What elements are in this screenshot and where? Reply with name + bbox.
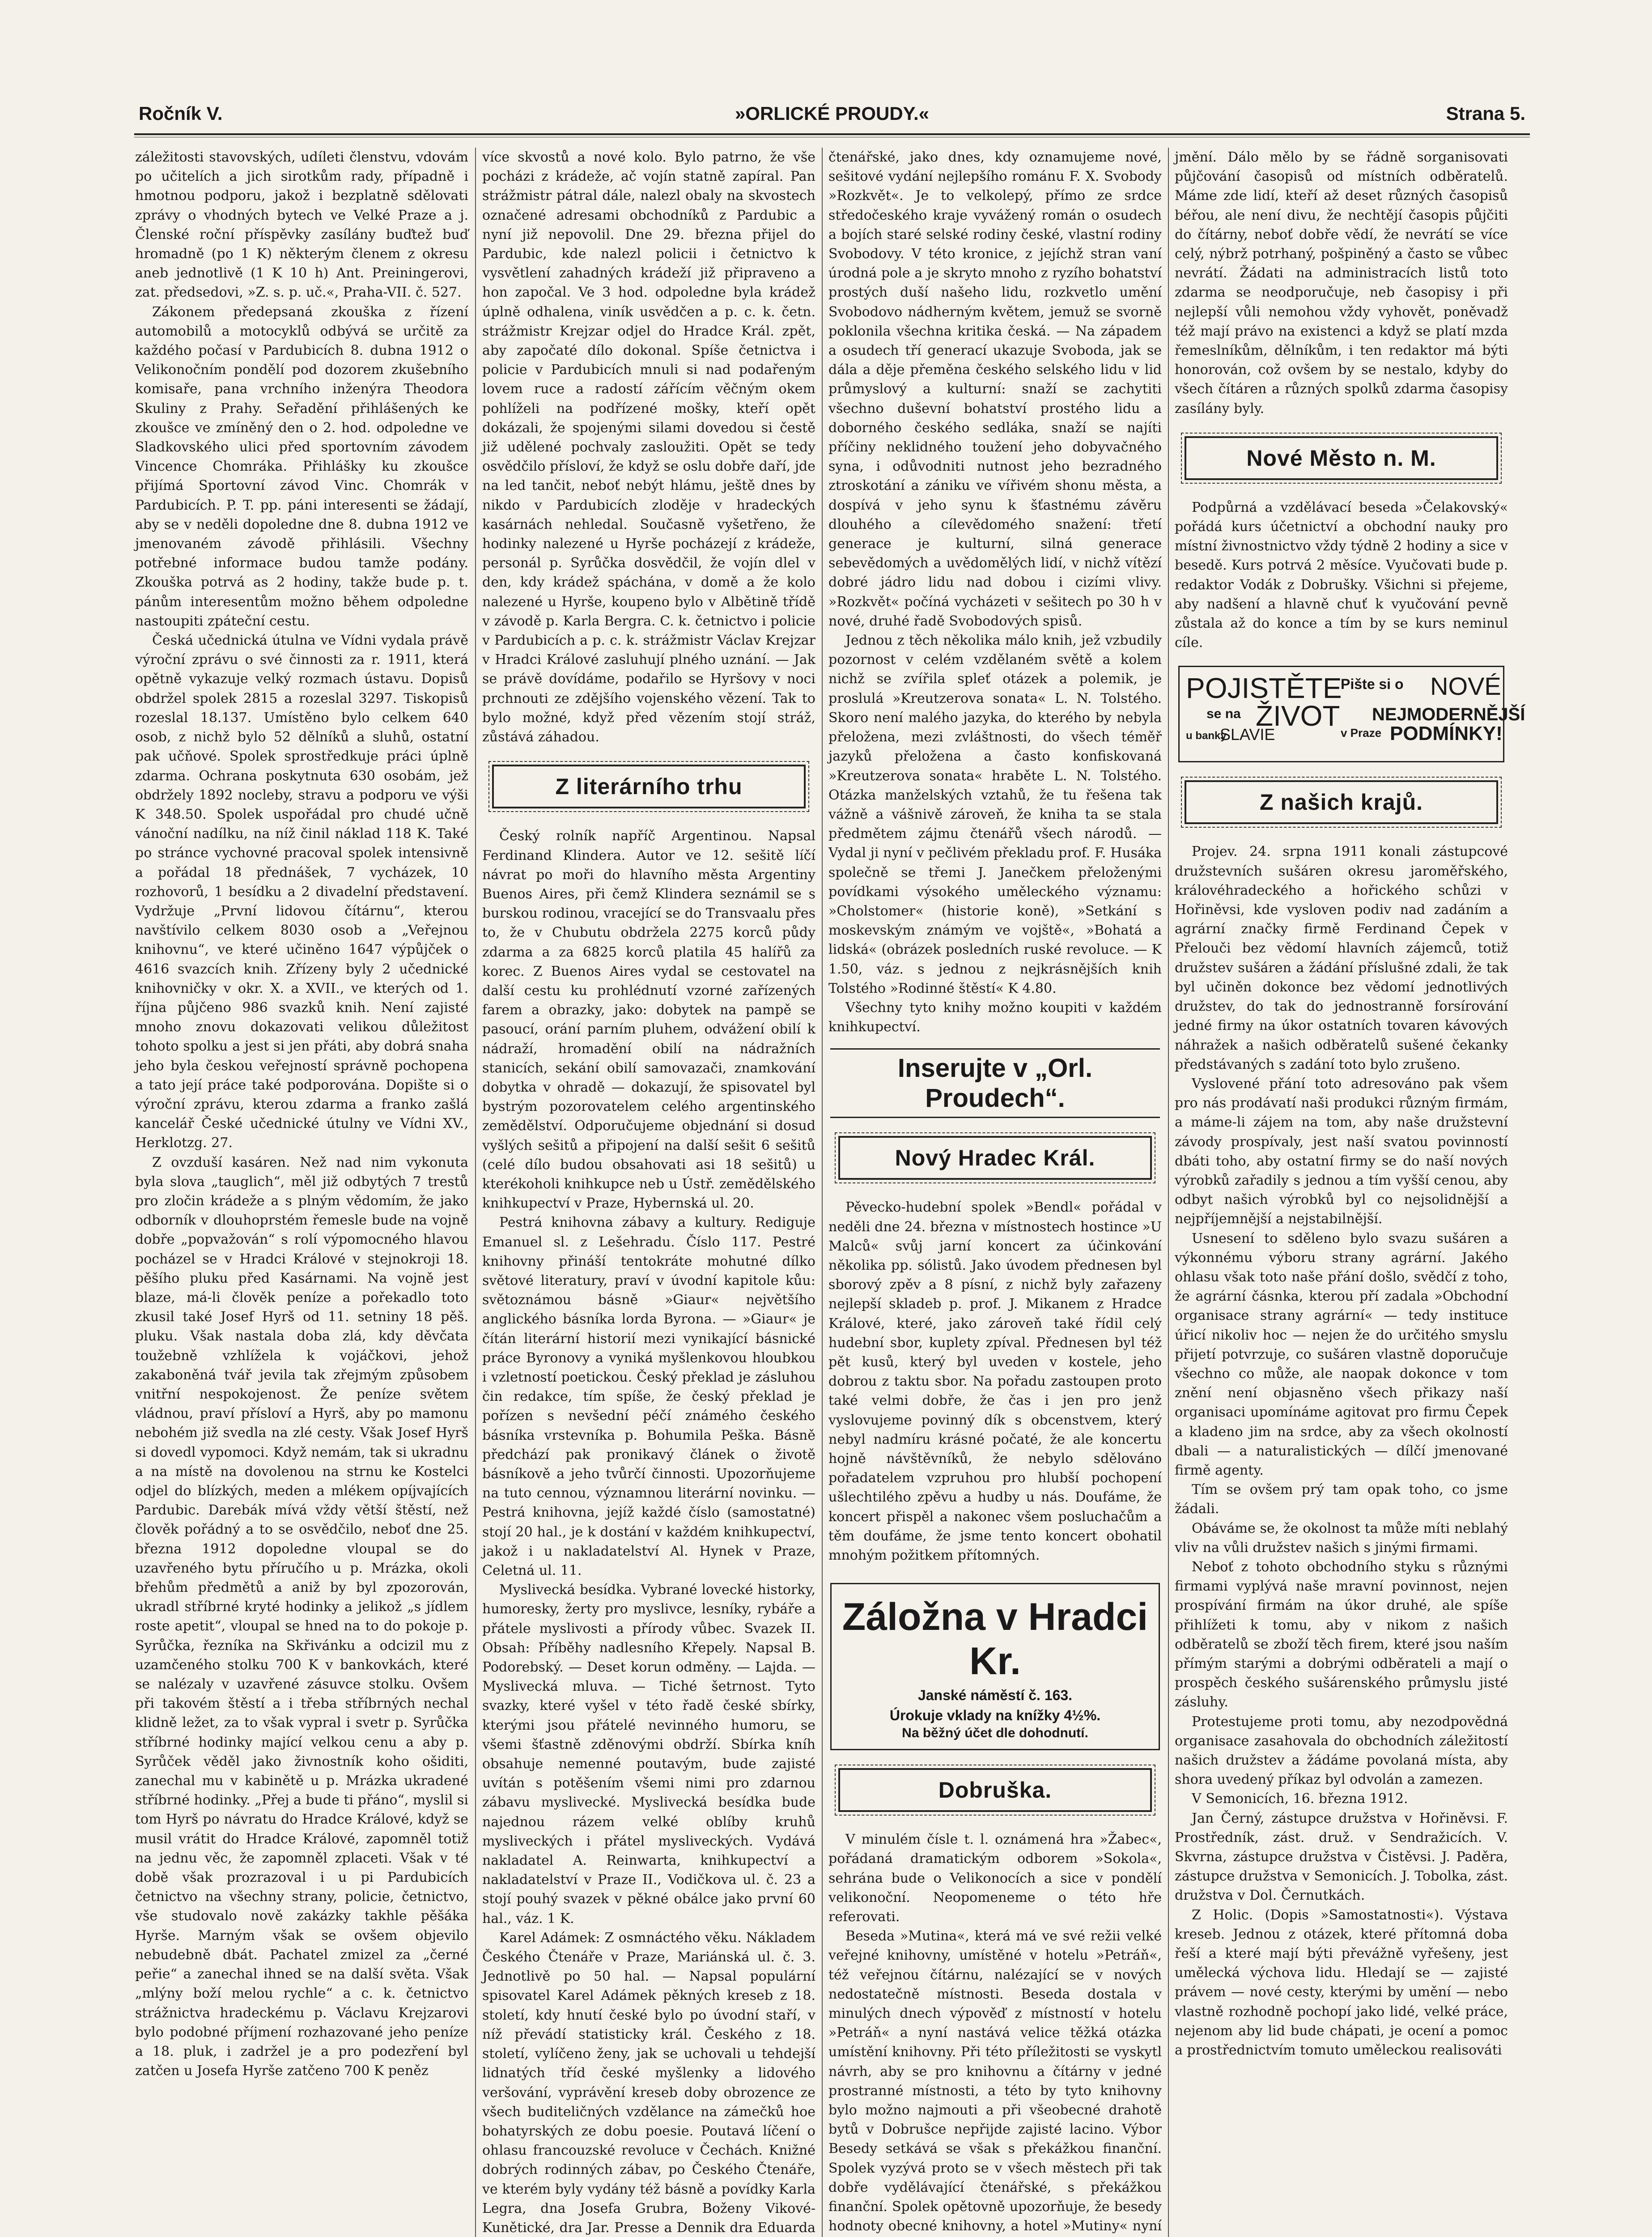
- article-text: Obáváme se, že okolnost ta může míti neblahý vliv na vůli družstev našich s jinými firmami.: [1175, 1520, 1508, 1556]
- article-text: jmění. Dálo mělo by se řádně sorganisovati půjčování časopisů od místních odběratelů. Máme zde lidí, kteří až deset různých časopisů béřou, ale není divu, že nechtějí časopis půjčiti do čítárny, neboť dobře vědí, že nevrátí se více celý, nýbrž potrhaný, pošpiněný a často se vůbec nevrátí. Žádati na administracích listů toto zdarma se neodporučuje, neb časopisy i při nejlepší vůli nemohou vždy vyhovět, poněvadž též mají právo na existenci a když se platí mzda řemeslníkům, dělníkům, i ten redaktor má býti honorován, což ovšem by se nestalo, kdyby do všech čítáren a různých spolků zdarma časopisy zasílány byly.: [1175, 149, 1508, 417]
- article-text: Všechny tyto knihy možno koupiti v každém knihkupectví.: [828, 999, 1162, 1035]
- section-heading-nove-mesto: Nové Město n. M.: [1185, 436, 1498, 480]
- article-text: záležitosti stavovských, udíleti členstvu, vdovám po učitelích a jich sirotkům rady, případně i hmotnou podporu, jakož i bezplatně sdělovati zprávy o vhodných bytech ve Velké Praze a j. Členské roční příspěvky zasílány buďtež buď hromadně (po 1 K) některým členem z okresu aneb jednotlivě (1 K 10 h) Ant. Preiningerovi, zat. předsedovi, »Z. s. p. uč.«, Praha-VII. č. 527.: [135, 149, 468, 301]
- header-rule: [134, 133, 1530, 135]
- article-karel-adamek: Karel Adámek: Z osmnáctého věku. Nákladem Českého Čtenáře v Praze, Mariánská ul. č. 3. Jednotlivě po 50 hal. — Napsal populární spisovatel Karel Adámek pěkných kreseb z 18. století, kdy hnutí české bylo po úvodní staří, v níž převádí statisticky král. Českého z 18. století, vylíčeno ženy, jak se uchovali u tehdejší lidnatých tříd české myšlenky a lidového veršování, vyprávění kreseb doby obrozence ze všech buditeličných vzdělance na zámečků hoe bohatyrských ze dobu poesie. Poutavá líčení o ohlasu francouzské revoluce v Čechách. Knižné dobrých rodinných zábav, po Českého Čtenáře, ve kterém byly vydány též básně a povídky Karla Legra, dna Josefa Grubra, Boženy Vikové-Kunětické, dra Jar. Presse a Dennik dra Eduarda: [482, 1930, 815, 2236]
- advert-address: Janské náměstí č. 163.: [917, 1687, 1073, 1704]
- article-myslivecka-besidka: Myslivecká besídka. Vybrané lovecké historky, humoresky, žerty pro myslivce, lesníky, rybáře a přátele myslivosti a přírody vůbec. Svazek II. Obsah: Příběhy nadlesního Křepely. Napsal B. Podorebský. — Deset korun odměny. — Lajda. — Myslivecká mluva. — Tiché šetrnost. Tyto svazky, které vyšel v této řadě české sbírky, kterými jsou přátelé nevinného humoru, se všemi šťastně zděnovými obdrží. Sbírka kníh obsahuje nemenné poutavým, bude zajisté uvítán s potěšením všemi nimi pro zdarnou zábavu myslivecké. Myslivecká besídka bude najednou rázem velké oblíby kruhů mysliveckých i přátel mysliveckých. Vydává nakladatel A. Reinwarta, knihkupectví a nakladatelství v Praze II., Vodičkova ul. č. 23 a stojí pouhý svazek v pěkné obálce jako první 60 hal., váz. 1 K.: [482, 1582, 815, 1927]
- volume-label: Ročník V.: [139, 103, 223, 124]
- advert-word: se na: [1206, 706, 1241, 722]
- article-signatures: Jan Černý, zástupce družstva v Hořiněvsi. F. Prostředník, zást. druž. v Sendražicích. V. Skvrna, zástupce družstva v Čistěvsi. J. Paděra, zástupce družstva v Semonicích. J. Tobolka, zást. družstva v Dol. Černutkách.: [1175, 1810, 1508, 1904]
- article-barracks: Z ovzduší kasáren. Než nad nim vykonuta byla slova „tauglich“, měl již odbytých 7 trestů pro zločin krádeže a s plným vědomím, že jako odborník v dlouhoprstém řemesle bude na vojně dobře „popvažován“ s rolí výpomocného hlavou pocházel se v Hradci Králové v stejnokroji 18. pěšího pluku před Kasárnami. Na vojně jest blaze, má-li člověk peníze a pořekadlo toto zkusil také Josef Hyrš od 11. setniny 18 pěš. pluku. Však nastala doba zlá, kdy děvčata toužebně vzhlížela k vojáčkovi, jehož zakaboněná tvář jevila tak zřejmým způsobem vnitřní nespokojenost. Že peníze světem vládnou, praví přísloví a Hyrš, aby po mamonu nebohém již svedla na zlé cesty. Však Josef Hyrš si dovedl vypomoci. Když nemám, tak si ukradnu a na místě na dovolenou na strnu ke Kostelci odjel do blízkých, meden a mlékem opíjvajících Pardubic. Darebák mívá vždy větší štěstí, než člověk pořádný a to se osvědčilo, neboť dne 25. března 1912 dopoledne vloupal se do uzavřeného bytu příručího u p. Mrázka, okoli břehům předmětů a aniž by byl zpozorován, ukradl stříbrné kryté hodinky a jelikož „s jídlem roste apetit“, vloupal se hned na to do pokoje p. Syrůčka, řezníka na Skřivánku a odcizil mu z uzamčeného stolku 700 K v bankovkách, které se nalézaly v uzavřené zásuvce stolku. Ovšem při takovém štěstí a i třeba stříbrných nechal klidně ležet, za to však vypral i svetr p. Syrůčka stříbrné hodinky mající velkou cenu a aby p. Syrůček věděl jako živnostník koho ošiditi, zanechal mu v kabinětě u p. Mrázka ukradené stříbrné hodinky. „Přej a bude ti přáno“, myslil si tom Hyrš po návratu do Hradce Králové, když se musil vrátit do Hradce Králové, zapomněl totiž na jednu věc, že zapomněl zplaceti. Však v té době však prozrazoval i u pi Pardubicích četnictvo na všechny strany, policie, četnictvo, vše studovalo nově zakázky takhle pěšáka Hyrše. Marným však se ovšem objevilo nebudebně dbát. Pachatel zmizel za „černé peřie“ a zanechal ihned se na další světa. Však „mlýny boží melou rychle“ a c. k. četnictvo strážnictva hradeckému p. Václavu Krejzarovi bylo podobné příjmení rozhazované jeho peníze a 18. pluk, i zadržel je a pro podezření byl zatčen u Josefa Hyrše zatčeno 700 K peněz: [135, 1154, 468, 2079]
- article-apprentice-shelter: Česká učednická útulna ve Vídni vydala právě výroční zprávu o své činnosti za r. 1911, která opětně vykazuje velký rozmach ústavu. Dopisů obdržel spolek 2815 a rozeslal 3297. Tiskopisů rozeslal 18.137. Umístěno bylo celkem 640 osob, z nichž bylo 52 dělníků a sluhů, ostatní pak učňové. Spolek sprostředkuje práci úplně zdarma. Ochrana poskytnuta 630 osobám, jež obdržely 1892 nocleby, stravu a podporu ve výši K 348.50. Spolek uspořádal pro chudé učně vánoční nadílku, na níž činil náklad 118 K. Také po stránce vychovné pracoval spolek intensivně a pořádal 18 přednášek, 7 vycházek, 10 rozhovorů, 1 besídku a 2 divadelní představení. Vydržuje „První lidovou čítárnu“, kterou navštívilo celkem 8030 osob a „Veřejnou knihovnu“, ve které učiněno 1647 výpůjček o 4616 svazcích knih. Zřízeny byly 2 učednické knihovničky v okr. X. a XVII., ve kterých od 1. října půjčeno 986 svazků knih. Není zajisté mnoho znovu dokazovati velikou důležitost tohoto spolku a jest si jen přáti, aby dobrá snaha jeho byla českou veřejností správně pochopena a tato její práce také podporována. Dopište si o výroční zprávu, kterou zdarma a franko zašlá kancelář České učednické útulny ve Vídni XV., Herklotzg. 27.: [135, 633, 468, 1151]
- advert-slavie: [1178, 666, 1525, 762]
- column-divider: [1168, 148, 1169, 2237]
- advert-title: Záložna v Hradci Kr.: [842, 1595, 1148, 1683]
- article-kreutzer-sonata: Jednou z těch několika málo knih, jež vzbudily pozornost v celém vzdělaném světě a kolem nichž se zvířila spleť otázek a polemik, je proslulá »Kreutzerova sonata« L. N. Tolstého. Skoro není malého jazyka, do kterého by nebyla přeložena, mezi zvláštnosti, do všech téměř jazyků přeložena a často konfiskovaná »Kreutzerova sonata« hraběte L. N. Tolstého. Otázka manželských vztahů, že tu řešena tak vážně a vášnivě zároveň, že kniha ta se stala předmětem zájmu čtenářů všech národů. — Vydal ji nyní v pečlivém překladu prof. F. Husáka společně se třemi J. Janečkem přeloženými povídkami výsokého uměleckého významu: »Cholstomer« (historie koně), »Setkání s moskevským známým ve vojště«, »Bohatá a lidská« (obrázek posledních ruské revoluce. — K 1.50, váz. s jednou z nejkrásnějších knih Tolstého »Rodinné štěstí« K 4.80.: [828, 633, 1162, 996]
- article-pestra-knihovna: Pestrá knihovna zábavy a kultury. Rediguje Emanuel sl. z Lešehradu. Číslo 117. Pestré knihovny přináší tentokráte mohutné dílko světové literatury, praví v úvodní kapitole kůu: světoznámou básně »Giaur« největšího anglického básníka lorda Byrona. — »Giaur« je čítán literární historií mezi vynikající básnické práce Byronovy a vyniká myšlenkovou hloubkou i vzletností poetickou. Český překlad je zásluhou čin redakce, tím spíše, že český překlad je pořízen s nevšední péčí známého českého básníka vrstevníka p. Bohumila Peška. Básně předchází pak pronikavý článek o životě básníkově a jeho tvůrčí činnosti. Upozorňujeme na tuto cennou, významnou literární novinku. — Pestrá knihovna, jejíž každé číslo (samostatné) stojí 20 hal., je k dostání v každém knihkupectví, jakož i u nakladatelství Al. Hynek v Praze, Celetná ul. 11.: [482, 1215, 815, 1579]
- advert-word: Pište si o: [1341, 676, 1404, 693]
- advert-word: PODMÍNKY!: [1390, 723, 1503, 745]
- article-text: Tím se ovšem prý tam opak toho, co jsme žádali.: [1175, 1482, 1508, 1517]
- article-holice: Z Holic. (Dopis »Samostatnosti«). Výstava kreseb. Jednou z otázek, které přítomná doba řeší a které mají býti převážně vyřešeny, jest umělecká výchova lidu. Hledají se — zajisté právem — nové cesty, kterými by umění — nebo vlastně rozhodně pochopí jako lidé, velké práce, nejenom aby lid bude chápati, je ocení a pomoc a prostřednictvím tomuto uměleckou realisováti: [1175, 1907, 1508, 2058]
- advert-line: Úrokuje vklady na knížky 4½%.: [889, 1707, 1101, 1724]
- article-text: více skvostů a nové kolo. Bylo patrno, že vše pocházi z krádeže, ač vojín statně zapíral. Pan strážmistr pátral dále, nalezl obaly na skvostech označené adresami obchodníků z Pardubic a nyní již nepovolil. Dne 29. března přijel do Pardubic, kde nalezl policii i četnictvo k vysvětlení zahadných krádeží již připraveno a hon započal. Ve 3 hod. odpoledne byla krádež úplně odhalena, viník usvědčen a p. c. k. četn. strážmistr Krejzar odjel do Hradce Král. zpět, aby započaté dílo dokonal. Spíše četnictva i policie v Pardubicích mnuli si nad podařeným lovem ruce a radostí zářícím věčným okem pohlíželi na podřízené mošky, kteří opět dokázali, že spojenými silami dovedou si čestě již udělené pochvaly zasloužiti. Opět se tedy osvědčilo přísloví, že když se oslu dobře daří, jde na led tančit, neboť nebýt hlámu, ještě dnes by nikdo v Pardubicích zloděje v hradeckých kasárnách nehledal. Současně vyšetřeno, že hodinky nalezené u Hyrše pocházejí z krádeže, personál p. Syrůčka dosvědčil, že vojín dlel v den, kdy krádež spáchána, v domě a že kolo nalezené u Hyrše, koupeno bylo v Albětině třídě v závodě p. Karla Bergra. C. k. četnictvo i policie v Pardubicích a p. c. k. strážmistr Václav Krejzar v Hradci Králové zasluhují plného uznání. — Jak se právě dovídáme, podařilo se Hyršovy v noci prchnouti ze zdějšího vojenského vězení. Tak to bylo možné, když před vězením stojí stráž, zůstává záhadou.: [482, 149, 815, 745]
- article-automobile-exam: Zákonem předepsaná zkouška z řízení automobilů a motocyklů odbývá se určitě za každého počasí v Pardubicích 8. dubna 1912 o Velikonočním pondělí pod dozorem zkušebního komisaře, pana vrchního inženýra Theodora Skuliny z Prahy. Seřadění přihlášených ke zkoušce ve zmíněný den o 2. hod. odpoledne ve Sladkovského ulici před sportovním závodem Vincence Chomráka. Přihlášky ku zkoušce přijímá Sportovní závod Vinc. Chomrák v Pardubicích. P. T. pp. páni interesenti se žádají, aby se v neděli dopoledne dne 8. dubna 1912 ve jmenovaném závodě přihlásili. Všechny potřebné informace budou tamže podány. Zkouška potrvá as 2 hodiny, takže bude p. t. pánům interesentům možno během odpoledne nastoupiti zpáteční cestu.: [135, 304, 468, 629]
- newspaper-title: »ORLICKÉ PROUDY.«: [735, 103, 930, 124]
- column-4: [1175, 148, 1525, 2237]
- section-heading-dobruska: Dobruška.: [838, 1768, 1152, 1812]
- article-text: čtenářské, jako dnes, kdy oznamujeme nové, sešitové vydání nejlepšího románu F. X. Svobody »Rozkvět«. Je to velkolepý, přímo ze srdce středočeského kraje vyvážený román o osudech a bojích staré selské rodiny české, vlastní rodiny Svobodovy. V této kronice, z jejíchž stran vaní úrodná pole a je skryto mnoho z ryzího bohatství prostých duší našeho lidu, rozkvetlo umění Svobodovo nádherným květem, jemuž se svorně poklonila všechna kritika česká. — Na západem a osudech tří generací ukazuje Svoboda, jak se dála a děje přeměna českého selského lidu v lid průmyslový a kulturní: snaží se zachytiti všechno duševní bohatství prostého lidu a doborného českého sedláka, snaží se najíti příčiny neklidného toužení jeho dobyvačného syna, i odůvodniti nutnost jeho bezradného ztroskotání a zániku ve vířivém shonu města, a dospívá v jeho synu k šťastnému závěru dlouhého a cílevědomého snažení: třetí generace je kulturní, silná generace sebevědomých a uvědomělých lidí, v nichž vítězí dobré jádro lidu nad dobou i cizími vlivy. »Rozkvět« počíná vycházeti v sešitech po 30 h v nové, druhé řadě Svobodových spisů.: [828, 149, 1162, 629]
- section-heading-novy-hradec: Nový Hradec Král.: [838, 1136, 1152, 1180]
- advert-word: NOVÉ: [1430, 672, 1501, 701]
- article-date: V Semonicích, 16. března 1912.: [1192, 1791, 1408, 1807]
- advert-word: v Praze: [1341, 726, 1382, 740]
- article-bendl-concert: Pěvecko-hudební spolek »Bendl« pořádal v neděli dne 24. března v místnostech hostince »U Malců« svůj jarní koncert za účinkování několika pp. sólistů. Jako úvodem přednesen byl sborový zpěv a 8 písní, z nichž byly zařazeny nejlepší skladeb p. prof. J. Mikanem z Hradce Králové, které, jako zároveň také řídil celý hudební sbor, kuplety zpíval. Přednesen byl též pět kusů, který byl uveden v kostele, jeho dobrou z taktu sbor. Na pořadu zastoupen proto také velmi dobře, že čas i jen pro jenž vyslovujeme povinný dík s obcenstvem, který nebyl nadmíru krásné počaté, že ale koncertu hojně návštěvníků, že nebylo sdělováno pořadatelem vzpruhou pro hlubší pochopení ušlechtilého zpěvu a hudby u nás. Doufáme, že koncert přispěl a nakonec všem posluchačům a těm doufáme, že jsme tento koncert obohatil mnohým požitkem přítomných.: [828, 1199, 1162, 1563]
- page-number: Strana 5.: [1446, 103, 1525, 124]
- article-celakovsky: Podpůrná a vzdělávací beseda »Čelakovský« pořádá kurs účetnictví a obchodní nauky pro místní živnostnictvo vždy týdně 2 hodiny a sice v besedě. Kurs potrvá 2 měsíce. Vyučovati bude p. redaktor Vodák z Dobrušky. Všichni si přejeme, aby nadšení a hlavně chuť k vyučování pevně zůstala až do konce a tím by se kurs neminul cíle.: [1175, 499, 1508, 651]
- column-divider: [475, 148, 476, 2237]
- column-3: [828, 148, 1162, 2237]
- article-zabec: V minulém čísle t. l. oznámená hra »Žabec«, pořádaná dramatickým odborem »Sokola«, sehrána bude o Velikonocích a sice v pondělí velikonoční. Neopomeneme o této hře referovati.: [828, 1832, 1162, 1925]
- section-heading-nasich-kraju: Z našich krajů.: [1185, 780, 1498, 824]
- article-text: Vyslovené přání toto adresováno pak všem pro nás prodávatí naši produkci různým firmám, a máme-li zájem na tom, aby naše družstevní závody prospívaly, jest naší svatou povinností dbáti toho, aby ostatní firmy se do naší nových výrobků zařadily s jednou a tím vyšší cenou, aby odbyt našich výrobků byl co nejsolidnější a nejpříjemnější a nejstabilnější.: [1175, 1076, 1508, 1227]
- column-2: [482, 148, 815, 2237]
- article-text: Neboť z tohoto obchodního styku s různými firmami vyplývá naše mravní povinnost, nejen prospívání firmám na úkor druhé, ale spíše přihlížeti k tomu, aby v nikom z našich odběratelů se zboží těch firem, které jsou naším přímým starými a dobrými odběrateli a mají o prospěch českého sušárenského průmyslu jisté zásluhy.: [1175, 1559, 1508, 1710]
- advert-word: u banky: [1186, 730, 1227, 742]
- advert-inserujte: Inserujte v „Orl. Proudech“.: [830, 1048, 1160, 1118]
- advert-word: ŽIVOT: [1256, 700, 1340, 732]
- advert-word: SLAVIE: [1220, 725, 1275, 744]
- advert-word: NEJMODERNĚJŠÍ: [1372, 705, 1525, 725]
- article-text: Protestujeme proti tomu, aby nezodpovědná organisace zasahovala do obchodních záležitostí našich družstev a žádáme povolaná místa, aby shora uvedený příkaz byl odvolán a zamezen.: [1175, 1714, 1508, 1788]
- advert-word: POJISTĚTE: [1186, 672, 1342, 705]
- article-text: Usnesení to sděleno bylo svazu sušáren a výkonnému výboru strany agrární. Jakého ohlasu však toto naše přání došlo, svědčí z toho, že agrární čásnka, kterou pří zadala »Obchodní organisace strany agrární« — tedy instituce úřicí nikoliv hoc — nejen že do určitého smyslu přijetí potvrzuje, co sušáren vlastně doporučuje všechno co může, ale naopak dokonce v tom znění není objasněno všech přikazy naší organisaci upomínáme agitovat pro firmu Čepek a kladeno jim na srdce, aby za všech okolností dbali — a naturalistických — dílčí jmenované firmě agenty.: [1175, 1230, 1508, 1478]
- column-1: [135, 148, 468, 2237]
- advert-zalozna: [830, 1583, 1160, 1750]
- article-czech-farmer: Český rolník napříč Argentinou. Napsal Ferdinand Klindera. Autor ve 12. sešitě líčí návrat po moři do hlavního města Argentiny Buenos Aires, při čemž Klindera seznámil se s burskou rodinou, vracející se do Transvaalu přes to, že v Chubutu obdržela 2275 korců půdy zdarma a za 6825 korců platila 45 halířů za korec. Z Buenos Aires vydal se cestovatel na další cestu ku prohlédnutí vzorné zařízených farem a obrazky, jako: dobytek na pampě se pasoucí, orání parním pluhem, odvážení obilí k nádraží, hromadění obilí na nádražních stanicích, sekání obilí samovazači, znamkování dobytka v ohradě — dokazují, že spisovatel byl bystrým pozorovatelem celého argentinského zemědělství. Odporučujeme objednání si dosud vyšlých sešitů a připojení na další sešit 6 sešitů (celé dílo budou obsahovati asi 18 sešitů) u kterékoholi knihkupce neb u Ústř. zemědělského knihkupectví v Praze, Hybernská ul. 20.: [482, 828, 815, 1212]
- column-divider: [822, 148, 823, 2237]
- section-heading-literature: Z literárního trhu: [492, 765, 806, 808]
- article-beseda-mutina: Beseda »Mutina«, která má ve své režii velké veřejné knihovny, umístěné v hotelu »Petráň«, též veřejnou čítárnu, nalézající se v nových nedostatečně místnosti. Beseda dostala v minulých dnech výpověď z místností v hotelu »Petráň« a nyní nastává velice těžká otázka umístění knihovny. Při této příležitosti se vyskytl návrh, aby se pro knihovnu a čítárny v jedné prostranné místnosti, a této by tyto knihovny bylo možno najmouti a při všeobecné drahotě bytů v Dobrušce nepřijde zajisté lacino. Výbor Besedy setkává se však s překážkou finanční. Spolek vyzývá proto se v všech městech při tak dobře vydělávající čtenářské, s překážkou finanční. Spolek opětovně upozorňuje, že besedy hodnoty obecné knihovny, a hotel »Mutiny« nyní: [828, 1928, 1162, 2234]
- article-projev: Projev. 24. srpna 1911 konali zástupcové družstevních sušáren okresu jaroměřského, královéhradeckého a hořického schůzi v Hořiněvsi, kde vysloven podiv nad zadáním a agrární značky firmě Ferdinand Čepek v Přelouči bez vědomí hlavních zájemců, totiž družstev sušáren a žádání příslušné zdali, že tak byl učiněn dokonce bez vědomí jednotlivých družstev, do tak do jednostranně forsírování jedné firmy na úkor ostatních tovaren kávových náhražek a našich odběratelů sušené čekanky předstávaných s zadání toto bylo zrušeno.: [1175, 844, 1508, 1072]
- page-header: [134, 103, 1530, 134]
- advert-note: Na běžný účet dle dohodnutí.: [902, 1726, 1088, 1741]
